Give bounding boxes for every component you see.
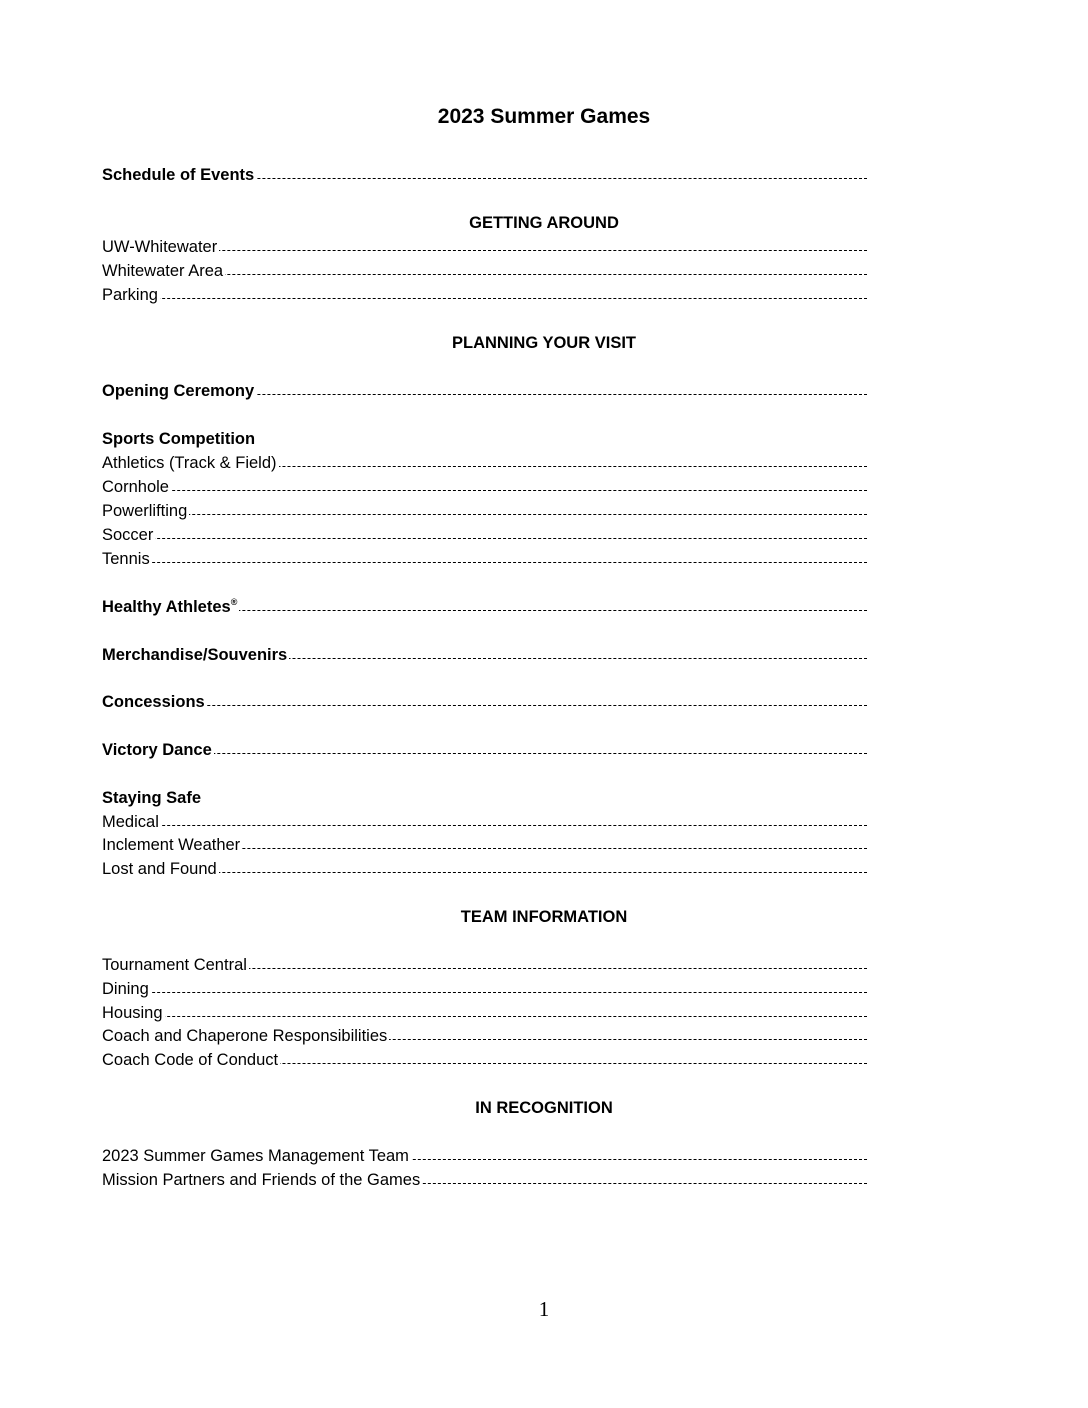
section-heading-getting-around: GETTING AROUND bbox=[469, 214, 619, 232]
toc-label: 2023 Summer Games Management Team bbox=[102, 1147, 409, 1165]
toc-entry-lost-and-found bbox=[102, 857, 867, 881]
page-number: 1 bbox=[538, 1297, 550, 1321]
toc-label: Powerlifting bbox=[102, 502, 188, 520]
toc-label: Tennis bbox=[102, 550, 150, 568]
toc-entry-coach-code bbox=[102, 1048, 867, 1072]
toc-entry-inclement-weather bbox=[102, 833, 867, 857]
toc-label: Medical bbox=[102, 813, 159, 831]
toc-label: Coach and Chaperone Responsibilities bbox=[102, 1027, 388, 1045]
dash-leader bbox=[102, 298, 867, 299]
toc-label: Dining bbox=[102, 980, 149, 998]
dash-leader bbox=[102, 705, 867, 706]
toc-label: Cornhole bbox=[102, 478, 169, 496]
toc-label: Whitewater Area bbox=[102, 262, 224, 280]
section-heading-team-information: TEAM INFORMATION bbox=[460, 908, 628, 926]
toc-label: Athletics (Track & Field) bbox=[102, 454, 277, 472]
dash-leader bbox=[102, 490, 867, 491]
toc-entry-athletics bbox=[102, 451, 867, 475]
toc-entry-housing bbox=[102, 1001, 867, 1025]
toc-label: Staying Safe bbox=[102, 789, 202, 807]
toc-label: Opening Ceremony bbox=[102, 382, 255, 400]
toc-label: Inclement Weather bbox=[102, 836, 241, 854]
toc-label: Coach Code of Conduct bbox=[102, 1051, 279, 1069]
toc-label: Merchandise/Souvenirs bbox=[102, 646, 288, 664]
toc-label: Victory Dance bbox=[102, 741, 212, 759]
toc-label: Lost and Found bbox=[102, 860, 217, 878]
toc-entry-merchandise bbox=[102, 643, 867, 667]
toc-entry-medical bbox=[102, 810, 867, 834]
toc-entry-healthy-athletes bbox=[102, 595, 867, 619]
toc-entry-parking bbox=[102, 283, 867, 307]
toc-entry-schedule-of-events bbox=[102, 163, 867, 187]
toc-entry-opening-ceremony bbox=[102, 379, 867, 403]
toc-subheading-sports-competition bbox=[102, 427, 867, 451]
registered-mark: ® bbox=[230, 597, 238, 607]
toc-entry-tournament-central bbox=[102, 953, 867, 977]
toc-entry-management-team bbox=[102, 1144, 867, 1168]
toc-entry-uw-whitewater bbox=[102, 235, 867, 259]
toc-label: Concessions bbox=[102, 693, 205, 711]
toc-entry-concessions bbox=[102, 690, 867, 714]
dash-leader bbox=[102, 1016, 867, 1017]
toc-entry-coach-chaperone bbox=[102, 1024, 867, 1048]
healthy-athletes-text: Healthy Athletes bbox=[102, 598, 231, 616]
toc-entry-victory-dance bbox=[102, 738, 867, 762]
dash-leader bbox=[102, 514, 867, 515]
dash-leader bbox=[102, 825, 867, 826]
toc-label: Soccer bbox=[102, 526, 154, 544]
toc-label: Sports Competition bbox=[102, 430, 256, 448]
toc-entry-mission-partners bbox=[102, 1168, 867, 1192]
toc-label: UW-Whitewater bbox=[102, 238, 218, 256]
toc-entry-soccer bbox=[102, 523, 867, 547]
toc-entry-dining bbox=[102, 977, 867, 1001]
document-title: 2023 Summer Games bbox=[437, 105, 651, 128]
toc-subheading-staying-safe bbox=[102, 786, 867, 810]
dash-leader bbox=[102, 753, 867, 754]
dash-leader bbox=[102, 538, 867, 539]
section-heading-in-recognition: IN RECOGNITION bbox=[475, 1099, 613, 1117]
toc-label: Mission Partners and Friends of the Games bbox=[102, 1171, 421, 1189]
toc-label bbox=[102, 598, 239, 616]
toc-entry-cornhole bbox=[102, 475, 867, 499]
toc-entry-powerlifting bbox=[102, 499, 867, 523]
toc-label: Tournament Central bbox=[102, 956, 247, 974]
toc-label: Housing bbox=[102, 1004, 163, 1022]
toc-entry-whitewater-area bbox=[102, 259, 867, 283]
dash-leader bbox=[102, 562, 867, 563]
toc-label: Parking bbox=[102, 286, 158, 304]
toc-label: Schedule of Events bbox=[102, 166, 255, 184]
toc-entry-tennis bbox=[102, 547, 867, 571]
dash-leader bbox=[102, 992, 867, 993]
section-heading-planning-your-visit: PLANNING YOUR VISIT bbox=[452, 334, 636, 352]
